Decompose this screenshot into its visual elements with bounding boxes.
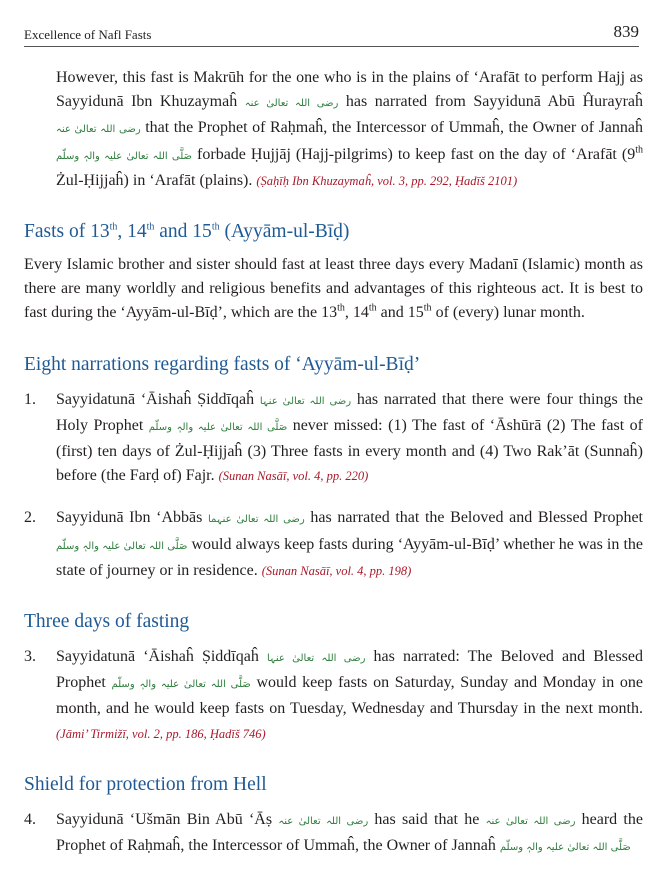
heading-eight-narrations: Eight narrations regarding fasts of ‘Ayyām-ul-Bīḍ’ <box>24 353 421 375</box>
item-text <box>56 388 643 489</box>
fasts-paragraph <box>24 253 643 326</box>
text-run: would keep fasts on Saturday, Sunday and Monday in one month, and he would keep fasts on Tuesday, Wednesday and Thursday in the next month. <box>56 674 644 718</box>
salutation-glyph: رضی اللہ تعالیٰ عنہ <box>56 124 141 136</box>
superscript: th <box>635 144 644 156</box>
heading-text: Fasts of 13 <box>24 221 110 243</box>
narration-item-1 <box>24 388 643 489</box>
text-run: has narrated that there were four things the Holy Prophet <box>56 390 644 434</box>
superscript: th <box>211 221 220 233</box>
superscript: th <box>109 221 118 233</box>
citation: (Sunan Nasāī, vol. 4, pp. 220) <box>218 469 369 484</box>
heading-fasts-13-14-15 <box>24 219 643 245</box>
heading-text: (Ayyām-ul-Bīḍ) <box>219 221 350 243</box>
text-run: has narrated: The Beloved and Blessed Prophet <box>56 648 643 692</box>
heading-three-days: Three days of fasting <box>24 611 190 633</box>
salutation-glyph: صَلَّی اللہ تعالیٰ علیہ والہٖ وسلّم <box>148 421 288 433</box>
heading-text: , 14 <box>117 221 147 243</box>
text-run: of (every) lunar month. <box>431 304 585 322</box>
superscript: th <box>146 221 155 233</box>
salutation-glyph: صَلَّی اللہ تعالیٰ علیہ والہٖ وسلّم <box>56 540 188 552</box>
page-body <box>24 66 643 860</box>
text-run: Żul-Ḥijjaĥ) in ‘Arafāt (plains). <box>56 171 257 189</box>
salutation-glyph: صَلَّی اللہ تعالیٰ علیہ والہٖ وسلّم <box>56 150 193 162</box>
narration-item-2 <box>24 506 643 583</box>
text-run: heard the Prophet of Raḥmaĥ, the Intercessor of Ummaĥ, the Owner of Jannaĥ <box>56 810 643 855</box>
superscript: th <box>423 303 432 315</box>
narration-item-3 <box>24 645 643 746</box>
salutation-glyph: رضی اللہ تعالیٰ عنہ <box>244 98 339 110</box>
text-run: Sayyidunā Ibn ‘Abbās <box>56 509 208 527</box>
text-run: has narrated from Sayyidunā Abū Ĥurayraĥ <box>338 93 643 111</box>
text-run: Sayyidatunā ‘Āishaĥ Ṣiddīqaĥ <box>56 390 260 408</box>
text-run: would always keep fasts during ‘Ayyām-ul-Bīḍ’ whether he was in the state of journey or in residence. <box>56 535 644 579</box>
item-number: 1. <box>24 390 36 408</box>
text-run: and 15 <box>376 304 424 322</box>
page-header <box>24 24 639 47</box>
salutation-glyph: رضی اللہ تعالیٰ عنہ <box>485 815 576 827</box>
text-run: that the Prophet of Raḥmaĥ, the Intercessor of Ummaĥ, the Owner of Jannaĥ <box>140 119 643 137</box>
citation: (Jāmi’ Tirmižī, vol. 2, pp. 186, Ḥadīš 746) <box>56 726 266 741</box>
text-run: , 14 <box>344 304 369 322</box>
citation: (Sunan Nasāī, vol. 4, pp. 198) <box>261 563 412 578</box>
running-title: Excellence of Nafl Fasts <box>24 27 152 42</box>
heading-text: and 15 <box>154 221 212 243</box>
salutation-glyph: رضی اللہ تعالیٰ عنہا <box>259 395 352 407</box>
item-number: 2. <box>24 509 36 527</box>
text-run: forbade Ḥujjāj (Hajj-pilgrims) to keep fast on the day of ‘Arafāt (9 <box>192 145 636 163</box>
text-run: Sayyidunā ‘Ušmān Bin Abū ‘Āṣ <box>56 810 279 828</box>
salutation-glyph: صَلَّی اللہ تعالیٰ علیہ والہٖ وسلّم <box>111 679 251 691</box>
text-run: has said that he <box>368 810 486 828</box>
item-text <box>56 506 643 583</box>
narration-item-4 <box>24 808 643 860</box>
item-number: 3. <box>24 648 36 666</box>
salutation-glyph: رضی اللہ تعالیٰ عنہما <box>207 514 305 526</box>
salutation-glyph: رضی اللہ تعالیٰ عنہ <box>278 815 369 827</box>
text-run: However, this fast is Makrūh for the one who is in the plains of ‘Arafāt to perform Hajj as Sayyidunā Ibn Khuzaymaĥ <box>56 69 643 111</box>
superscript: th <box>337 303 345 315</box>
text-run: never missed: (1) The fast of ‘Āshūrā (2) The fast of (first) ten days of Żul-Ḥijjaĥ (3) Three fasts in every month and (4) Two Rak’āt (Sunnaĥ) before (the Farḍ of) Fajr. <box>56 416 643 485</box>
text-run: Every Islamic brother and sister should fast at least three days every Madanī (Islamic) month as there are many worldly and religious benefits and advantages of this righteous act. It is best to fast during the ‘Ayyām-ul-Bīḍ’, which are the 13 <box>24 256 643 322</box>
text-run: Sayyidatunā ‘Āishaĥ Ṣiddīqaĥ <box>56 648 267 666</box>
salutation-glyph: صَلَّی اللہ تعالیٰ علیہ والہٖ وسلّم <box>499 842 631 854</box>
item-text <box>56 808 643 860</box>
intro-paragraph <box>24 66 643 193</box>
salutation-glyph: رضی اللہ تعالیٰ عنہا <box>266 653 366 665</box>
item-text <box>56 645 643 746</box>
page-number: 839 <box>613 22 639 41</box>
heading-shield: Shield for protection from Hell <box>24 773 267 795</box>
citation: (Ṣaḥīḥ Ibn Khuzaymaĥ, vol. 3, pp. 292, Ḥadīš 2101) <box>256 173 518 188</box>
item-number: 4. <box>24 810 36 828</box>
superscript: th <box>368 303 377 315</box>
text-run: has narrated that the Beloved and Blessed Prophet <box>304 509 643 527</box>
